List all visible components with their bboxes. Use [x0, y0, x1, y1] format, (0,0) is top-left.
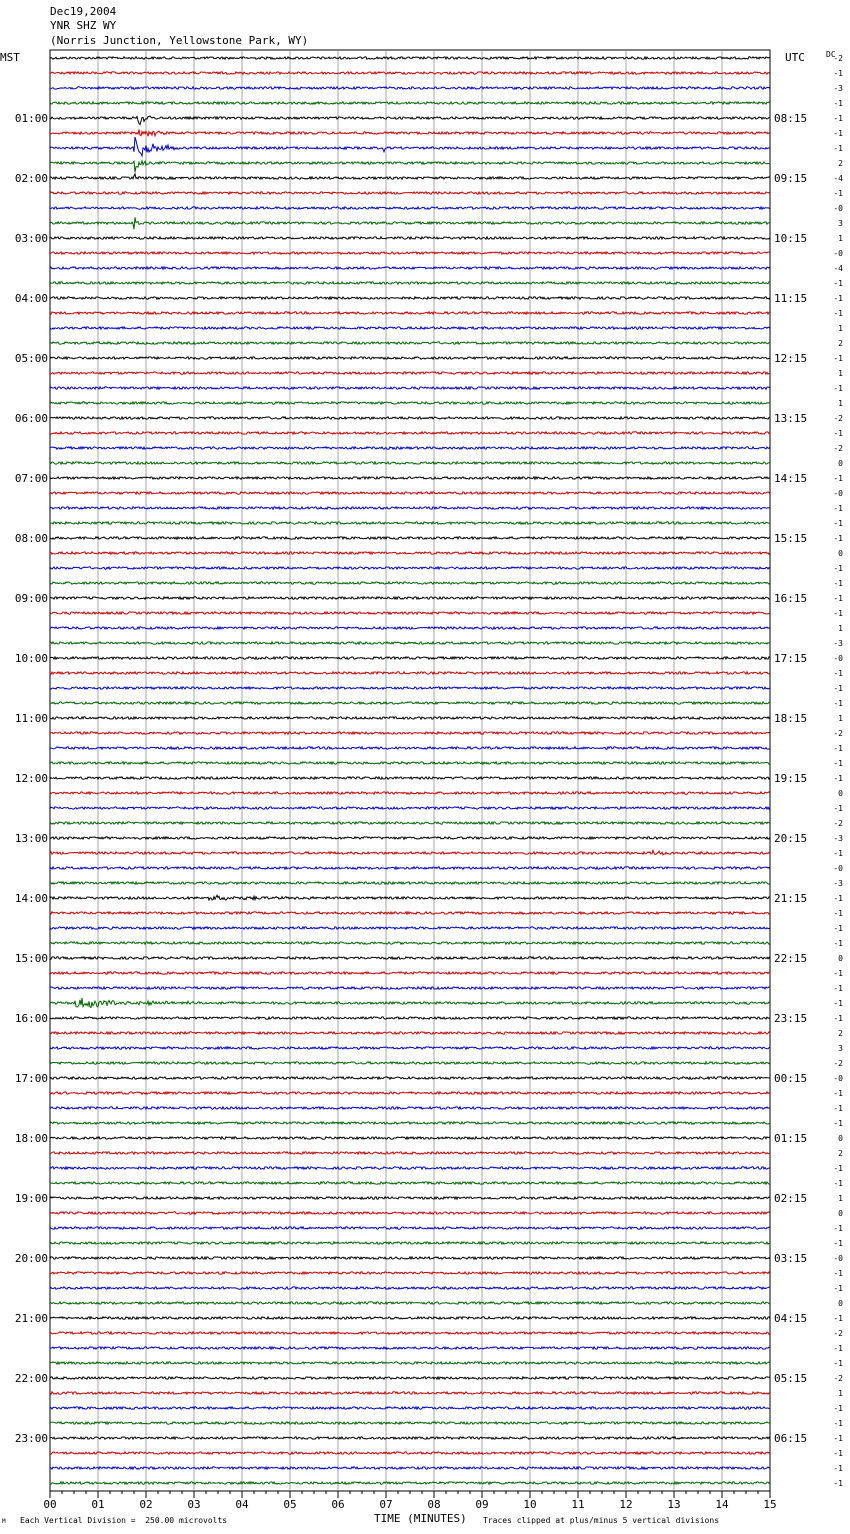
dc-offset-value: -1	[833, 279, 843, 288]
trace-layer	[50, 57, 770, 1484]
seismic-trace	[50, 1332, 770, 1334]
dc-offset-value: 1	[838, 624, 843, 633]
dc-offset-value: -1	[833, 1089, 843, 1098]
seismic-trace	[50, 732, 770, 734]
dc-offset-value: -1	[833, 774, 843, 783]
dc-offset-value: -1	[833, 759, 843, 768]
utc-hour-label: 01:15	[774, 1132, 808, 1145]
seismic-trace	[50, 447, 770, 449]
dc-offset-value: -1	[833, 1404, 843, 1413]
utc-hour-label: 12:15	[774, 352, 808, 365]
seismic-trace	[50, 987, 770, 989]
dc-offset-value: 2	[838, 339, 843, 348]
dc-offset-value: -1	[833, 969, 843, 978]
station-code: YNR SHZ WY	[50, 19, 117, 32]
seismic-trace	[50, 1062, 770, 1064]
seismic-trace	[50, 957, 770, 959]
mst-hour-label: 23:00	[14, 1432, 48, 1445]
seismic-trace	[50, 130, 770, 137]
dc-offset-value: -2	[833, 414, 843, 423]
dc-offset-value: -1	[833, 1224, 843, 1233]
x-tick-label: 12	[619, 1498, 633, 1511]
dc-offset-value: -1	[833, 609, 843, 618]
dc-offset-value: -0	[833, 249, 843, 258]
seismic-trace	[50, 282, 770, 284]
seismic-trace	[50, 912, 770, 914]
utc-hour-label: 20:15	[774, 832, 808, 845]
dc-offset-value: 0	[838, 1209, 843, 1218]
x-tick-label: 14	[715, 1498, 729, 1511]
dc-offset-value: 1	[838, 714, 843, 723]
seismic-trace	[50, 582, 770, 584]
dc-offset-value: -0	[833, 1254, 843, 1263]
dc-offset-value: -1	[833, 564, 843, 573]
utc-hour-label: 10:15	[774, 232, 808, 245]
seismic-trace	[50, 1452, 770, 1454]
mst-hour-label: 21:00	[14, 1312, 48, 1325]
seismic-trace	[50, 1242, 770, 1244]
mst-hour-label: 04:00	[14, 292, 48, 305]
seismic-trace	[50, 1137, 770, 1139]
seismic-trace	[50, 1392, 770, 1394]
dc-offset-value: -4	[833, 264, 843, 273]
utc-hour-label: 16:15	[774, 592, 808, 605]
dc-offset-value: -4	[833, 174, 843, 183]
seismic-trace	[50, 687, 770, 689]
seismic-trace	[50, 672, 770, 674]
seismic-trace	[50, 850, 770, 855]
seismic-trace	[50, 137, 770, 156]
dc-offset-value: 0	[838, 1134, 843, 1143]
dc-offset-value: -1	[833, 984, 843, 993]
seismic-trace	[50, 252, 770, 254]
dc-offset-value: -0	[833, 204, 843, 213]
seismic-trace	[50, 747, 770, 749]
mst-hour-label: 20:00	[14, 1252, 48, 1265]
mst-hour-label: 08:00	[14, 532, 48, 545]
utc-hour-label: 09:15	[774, 172, 808, 185]
seismic-trace	[50, 116, 770, 125]
seismic-trace	[50, 612, 770, 614]
dc-offset-value: -1	[833, 849, 843, 858]
x-tick-label: 04	[235, 1498, 249, 1511]
dc-offset-value: -1	[833, 1419, 843, 1428]
right-timezone-label: UTC	[785, 51, 805, 64]
utc-hour-label: 22:15	[774, 952, 808, 965]
dc-offset-value: -1	[833, 999, 843, 1008]
dc-offset-value: 2	[838, 1149, 843, 1158]
seismic-trace	[50, 1422, 770, 1424]
dc-offset-value: -1	[833, 594, 843, 603]
dc-offset-value: -1	[833, 429, 843, 438]
seismic-trace	[50, 807, 770, 809]
mst-hour-label: 06:00	[14, 412, 48, 425]
dc-offset-value: -2	[833, 444, 843, 453]
seismic-trace	[50, 1047, 770, 1049]
x-tick-label: 10	[523, 1498, 537, 1511]
utc-hour-label: 04:15	[774, 1312, 808, 1325]
seismic-trace	[50, 1362, 770, 1364]
seismic-trace	[50, 1347, 770, 1349]
seismic-trace	[50, 402, 770, 404]
dc-offset-value: -2	[833, 819, 843, 828]
mst-hour-label: 12:00	[14, 772, 48, 785]
dc-offset-value: -0	[833, 864, 843, 873]
mst-hour-label: 03:00	[14, 232, 48, 245]
seismic-trace	[50, 267, 770, 269]
utc-hour-label: 15:15	[774, 532, 808, 545]
utc-hour-label: 19:15	[774, 772, 808, 785]
dc-offset-value: -1	[833, 1449, 843, 1458]
seismic-trace	[50, 942, 770, 944]
dc-offset-value: -1	[833, 1119, 843, 1128]
dc-offset-value: -3	[833, 639, 843, 648]
mst-hour-label: 10:00	[14, 652, 48, 665]
dc-offset-value: -1	[833, 189, 843, 198]
dc-offset-value: 0	[838, 954, 843, 963]
seismic-trace	[50, 217, 770, 229]
seismic-trace	[50, 507, 770, 509]
mst-hour-label: 15:00	[14, 952, 48, 965]
dc-offset-value: -1	[833, 1014, 843, 1023]
seismic-trace	[50, 1122, 770, 1124]
dc-offset-value: 3	[838, 1044, 843, 1053]
seismic-trace	[50, 642, 770, 644]
x-tick-label: 06	[331, 1498, 345, 1511]
dc-offset-value: -1	[833, 1284, 843, 1293]
dc-offset-value: 3	[838, 219, 843, 228]
dc-offset-value: -1	[833, 669, 843, 678]
utc-hour-label: 05:15	[774, 1372, 808, 1385]
seismic-trace	[50, 1017, 770, 1019]
x-axis-title: TIME (MINUTES)	[374, 1512, 467, 1525]
dc-offset-value: -2	[833, 729, 843, 738]
seismic-trace	[50, 1437, 770, 1439]
dc-offset-value: -1	[833, 1344, 843, 1353]
dc-offset-value: -2	[833, 1329, 843, 1338]
dc-offset-value: 0	[838, 1299, 843, 1308]
mst-hour-label: 09:00	[14, 592, 48, 605]
dc-offset-value: -1	[833, 684, 843, 693]
seismic-trace	[50, 1272, 770, 1274]
mst-hour-label: 18:00	[14, 1132, 48, 1145]
seismic-trace	[50, 792, 770, 794]
x-tick-label: 07	[379, 1498, 393, 1511]
mst-hour-label: 13:00	[14, 832, 48, 845]
dc-offset-value: 0	[838, 459, 843, 468]
utc-hour-label: 03:15	[774, 1252, 808, 1265]
seismic-trace	[50, 1107, 770, 1109]
dc-offset-value: -3	[833, 84, 843, 93]
x-tick-label: 11	[571, 1498, 585, 1511]
clip-note: Traces clipped at plus/minus 5 vertical divisions	[483, 1516, 720, 1525]
dc-offset-value: -1	[833, 1239, 843, 1248]
x-tick-label: 08	[427, 1498, 441, 1511]
dc-offset-value: -1	[833, 354, 843, 363]
seismic-trace	[50, 102, 770, 104]
mst-hour-label: 05:00	[14, 352, 48, 365]
seismic-trace	[50, 372, 770, 374]
plot-date: Dec19,2004	[50, 5, 117, 18]
dc-offset-value: -0	[833, 489, 843, 498]
seismic-trace	[50, 972, 770, 974]
dc-offset-value: -1	[833, 909, 843, 918]
dc-offset-title: DC	[826, 50, 836, 59]
seismic-trace	[50, 57, 770, 59]
seismic-trace	[50, 477, 770, 479]
seismic-trace	[50, 837, 770, 839]
seismic-trace	[50, 1092, 770, 1094]
seismic-trace	[50, 998, 770, 1007]
mst-hour-label: 16:00	[14, 1012, 48, 1025]
utc-hour-label: 02:15	[774, 1192, 808, 1205]
x-tick-label: 00	[43, 1498, 57, 1511]
dc-offset-value: -1	[833, 1359, 843, 1368]
dc-offset-value: -1	[833, 1269, 843, 1278]
seismic-trace	[50, 492, 770, 494]
dc-offset-value: -1	[833, 1434, 843, 1443]
seismic-trace	[50, 567, 770, 569]
mst-hour-label: 11:00	[14, 712, 48, 725]
seismic-trace	[50, 927, 770, 929]
seismic-trace	[50, 522, 770, 524]
seismic-trace	[50, 627, 770, 629]
dc-offset-value: -1	[833, 519, 843, 528]
seismic-trace	[50, 1287, 770, 1289]
seismic-trace	[50, 537, 770, 539]
seismic-trace	[50, 1212, 770, 1214]
footer-mark: M	[2, 1518, 6, 1525]
seismic-trace	[50, 432, 770, 434]
dc-offset-value: 2	[838, 159, 843, 168]
mst-hour-label: 17:00	[14, 1072, 48, 1085]
dc-offset-value: 1	[838, 324, 843, 333]
mst-hour-label: 19:00	[14, 1192, 48, 1205]
utc-hour-label: 08:15	[774, 112, 808, 125]
dc-offset-value: -2	[833, 1059, 843, 1068]
seismic-trace	[50, 1032, 770, 1034]
scale-note: Each Vertical Division = 250.00 microvolts	[20, 1516, 228, 1525]
seismic-trace	[50, 882, 770, 884]
utc-hour-label: 17:15	[774, 652, 808, 665]
seismic-trace	[50, 87, 770, 89]
seismic-trace	[50, 297, 770, 299]
utc-hour-label: 06:15	[774, 1432, 808, 1445]
seismic-trace	[50, 174, 770, 179]
dc-offset-value: -2	[833, 54, 843, 63]
dc-offset-value: -1	[833, 699, 843, 708]
seismic-trace	[50, 1257, 770, 1259]
seismic-trace	[50, 717, 770, 719]
utc-hour-label: 11:15	[774, 292, 808, 305]
seismic-trace	[50, 657, 770, 659]
dc-offset-value: -1	[833, 129, 843, 138]
seismic-trace	[50, 1197, 770, 1199]
seismic-trace	[50, 357, 770, 359]
dc-offset-value: 1	[838, 1194, 843, 1203]
dc-offset-value: -1	[833, 1479, 843, 1488]
dc-offset-value: -1	[833, 69, 843, 78]
seismic-trace	[50, 1227, 770, 1229]
seismic-trace	[50, 72, 770, 74]
utc-hour-label: 21:15	[774, 892, 808, 905]
left-timezone-label: MST	[0, 51, 20, 64]
dc-offset-value: -1	[833, 939, 843, 948]
seismic-trace	[50, 161, 770, 173]
seismic-trace	[50, 1152, 770, 1154]
dc-offset-value: -2	[833, 1374, 843, 1383]
seismic-trace	[50, 1077, 770, 1079]
x-tick-label: 02	[139, 1498, 153, 1511]
seismic-trace	[50, 1467, 770, 1469]
dc-offset-value: 1	[838, 369, 843, 378]
dc-offset-value: -1	[833, 294, 843, 303]
seismic-trace	[50, 237, 770, 239]
dc-offset-value: -1	[833, 384, 843, 393]
label-layer	[15, 54, 843, 1511]
seismic-trace	[50, 1317, 770, 1319]
seismic-trace	[50, 762, 770, 764]
seismic-trace	[50, 327, 770, 329]
seismic-trace	[50, 417, 770, 419]
dc-offset-value: -1	[833, 99, 843, 108]
dc-offset-value: -1	[833, 924, 843, 933]
seismic-trace	[50, 192, 770, 194]
utc-hour-label: 13:15	[774, 412, 808, 425]
seismic-trace	[50, 1407, 770, 1409]
dc-offset-value: 0	[838, 789, 843, 798]
dc-offset-value: -1	[833, 474, 843, 483]
dc-offset-value: -0	[833, 1074, 843, 1083]
dc-offset-value: -1	[833, 1104, 843, 1113]
dc-offset-value: -1	[833, 1179, 843, 1188]
seismic-trace	[50, 1167, 770, 1169]
seismic-trace	[50, 387, 770, 389]
dc-offset-value: -1	[833, 534, 843, 543]
dc-offset-value: -1	[833, 1464, 843, 1473]
seismic-trace	[50, 1377, 770, 1379]
dc-offset-value: 0	[838, 549, 843, 558]
dc-offset-value: -1	[833, 579, 843, 588]
dc-offset-value: -0	[833, 654, 843, 663]
x-tick-label: 01	[91, 1498, 105, 1511]
seismic-trace	[50, 777, 770, 779]
utc-hour-label: 18:15	[774, 712, 808, 725]
mst-hour-label: 22:00	[14, 1372, 48, 1385]
x-tick-label: 03	[187, 1498, 201, 1511]
seismic-trace	[50, 597, 770, 599]
utc-hour-label: 23:15	[774, 1012, 808, 1025]
seismic-trace	[50, 1182, 770, 1184]
dc-offset-value: 1	[838, 234, 843, 243]
x-tick-label: 05	[283, 1498, 297, 1511]
mst-hour-label: 01:00	[14, 112, 48, 125]
mst-hour-label: 02:00	[14, 172, 48, 185]
mst-hour-label: 07:00	[14, 472, 48, 485]
dc-offset-value: 1	[838, 1389, 843, 1398]
seismic-trace	[50, 312, 770, 314]
dc-offset-value: -1	[833, 1314, 843, 1323]
dc-offset-value: -3	[833, 879, 843, 888]
seismic-trace	[50, 895, 770, 900]
seismic-trace	[50, 462, 770, 464]
dc-offset-value: -1	[833, 1164, 843, 1173]
seismic-trace	[50, 342, 770, 344]
seismic-trace	[50, 207, 770, 209]
utc-hour-label: 00:15	[774, 1072, 808, 1085]
x-tick-label: 09	[475, 1498, 489, 1511]
dc-offset-value: -1	[833, 894, 843, 903]
dc-offset-value: -3	[833, 834, 843, 843]
dc-offset-value: -1	[833, 309, 843, 318]
seismic-trace	[50, 702, 770, 704]
x-tick-label: 13	[667, 1498, 681, 1511]
seismic-trace	[50, 1302, 770, 1304]
seismic-trace	[50, 1482, 770, 1484]
dc-offset-value: -1	[833, 804, 843, 813]
dc-offset-value: -1	[833, 144, 843, 153]
dc-offset-value: -1	[833, 744, 843, 753]
seismic-trace	[50, 867, 770, 869]
dc-offset-value: -1	[833, 504, 843, 513]
dc-offset-value: 2	[838, 1029, 843, 1038]
dc-offset-value: -1	[833, 114, 843, 123]
x-tick-label: 15	[763, 1498, 777, 1511]
mst-hour-label: 14:00	[14, 892, 48, 905]
seismic-trace	[50, 552, 770, 554]
seismic-trace	[50, 822, 770, 824]
utc-hour-label: 14:15	[774, 472, 808, 485]
station-location: (Norris Junction, Yellowstone Park, WY)	[50, 34, 309, 47]
dc-offset-value: 1	[838, 399, 843, 408]
